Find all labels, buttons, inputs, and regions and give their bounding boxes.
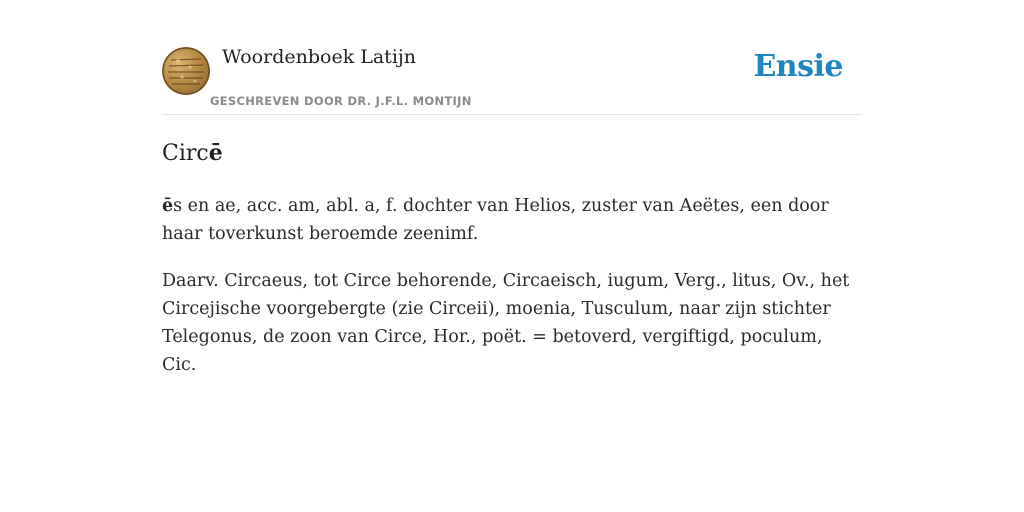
author-byline: GESCHREVEN DOOR DR. J.F.L. MONTIJN (210, 94, 472, 108)
entry-paragraph-1 (162, 192, 862, 248)
entry-title-plain: Circ (162, 141, 209, 166)
entry-paragraph-1-text: s en ae, acc. am, abl. a, f. dochter van Helios, zuster van Aeëtes, een door haar toverkunst beroemde zeenimf. (162, 196, 829, 244)
coin-avatar-icon (162, 47, 210, 95)
author-avatar[interactable] (162, 47, 210, 95)
book-title[interactable]: Woordenboek Latijn (222, 46, 417, 68)
entry-paragraph-2: Daarv. Circaeus, tot Circe behorende, Circaeisch, iugum, Verg., litus, Ov., het Circejische voorgebergte (zie Circeii), moenia, Tusculum, naar zijn stichter Telegonus, de zoon van Circe, Hor., poët. = betoverd, vergiftigd, poculum, Cic. (162, 271, 850, 375)
brand-logo[interactable]: Ensie (753, 49, 843, 84)
entry-paragraph-1-bold: ē (162, 196, 174, 216)
entry-title-bold: ē (208, 140, 223, 166)
header (162, 45, 862, 115)
entry-title (162, 140, 223, 166)
